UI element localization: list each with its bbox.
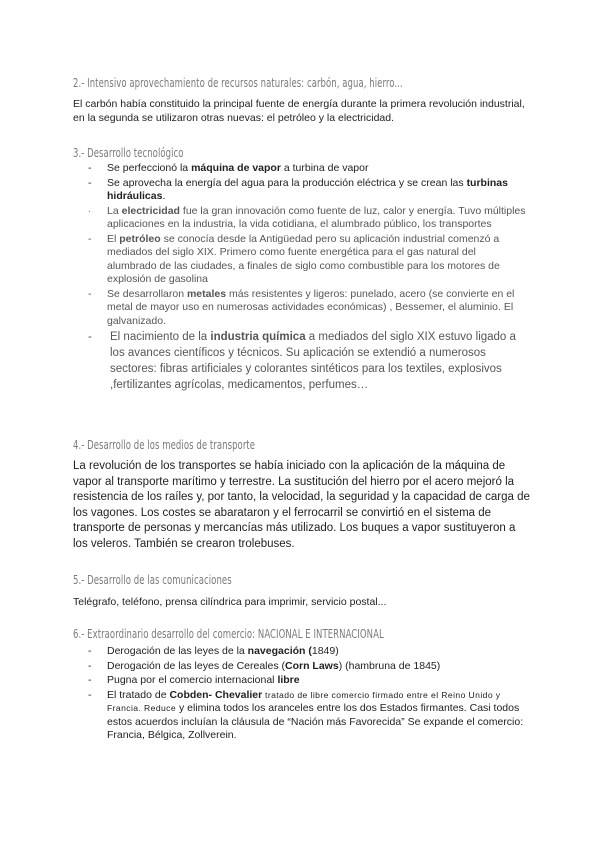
list-item: - El tratado de Cobden- Chevalier tratado de libre comercio firmado entre el Reino Unido y Francia. Reduce y elimina todos los aranceles entre los dos Estados firmantes. Casi todos estos acuerdos incluían la cláusula de “Nación más Favorecida” Se expande el comercio: Francia, Bélgica, Zollverein. [88, 688, 524, 741]
dash-bullet-icon: - [88, 659, 92, 672]
list-item: - Pugna por el comercio internacional libre [88, 674, 300, 686]
list-item: - El nacimiento de la industria química a mediados del siglo XIX estuvo ligado a los avances científicos y técnicos. Su aplicación se extendió a numerosos sectores: fibras artificiales y colorantes sintéticos para los textiles, explosivos ,fertilizantes agrícolas, medicamentos, perfumes… [88, 331, 516, 391]
section-5-text: Telégrafo, teléfono, prensa cilíndrica para imprimir, servicio postal... [73, 596, 387, 608]
dot-bullet-icon: · [88, 205, 91, 216]
dash-bullet-icon: - [88, 232, 92, 245]
section-2-text: El carbón había constituido la principal fuente de energía durante la primera revolución industrial, en la segunda se utilizaron otras nuevas: el petróleo y la electricidad. [73, 98, 525, 124]
dash-bullet-icon: - [88, 674, 92, 686]
dash-bullet-icon: - [88, 162, 92, 174]
dash-bullet-icon: - [88, 331, 92, 343]
list-item: - Derogación de las leyes de Cereales (Corn Laws) (hambruna de 1845) [88, 659, 441, 672]
dash-bullet-icon: - [88, 176, 92, 189]
list-item: - Se perfeccionó la máquina de vapor a turbina de vapor [88, 162, 369, 174]
section-2-heading: 2.- Intensivo aprovechamiento de recursos naturales: carbón, agua, hierro... [73, 75, 403, 90]
list-item: - Se aprovecha la energía del agua para la producción eléctrica y se crean las turbinas hidráulicas. [88, 176, 508, 202]
dash-bullet-icon: - [88, 287, 92, 300]
list-item: - El petróleo se conocía desde la Antigüedad pero su aplicación industrial comenzó a mediados del siglo XIX. Primero como fuente energética para el gas natural del alumbrado de las ciudades, a finales de siglo como combustible para los motores de explosión de gasolina [88, 232, 500, 285]
section-4-text: La revolución de los transportes se había iniciado con la aplicación de la máquina de vapor al transporte marítimo y terrestre. La sustitución del hierro por el acero mejoró la resistencia de los raíles y, por tanto, la velocidad, la seguridad y la capacidad de carga de los vagones. Los costes se abarataron y el ferrocarril se convirtió en el sistema de transporte de personas y mercancías más utilizado. Los buques a vapor sustituyeron a los veleros. También se crearon trolebuses. [73, 460, 530, 550]
section-3-list [88, 162, 528, 394]
section-4-heading: 4.- Desarrollo de los medios de transporte [73, 437, 256, 452]
section-5-heading: 5.- Desarrollo de las comunicaciones [73, 572, 232, 587]
dash-bullet-icon: - [88, 645, 92, 657]
list-item: - Derogación de las leyes de la navegación (1849) [88, 645, 339, 657]
dash-bullet-icon: - [88, 688, 92, 701]
section-6-heading: 6.- Extraordinario desarrollo del comercio: NACIONAL E INTERNACIONAL [73, 626, 384, 641]
section-6-list [88, 645, 528, 744]
list-item: - Se desarrollaron metales más resistentes y ligeros: punelado, acero (se convierte en el metal de mayor uso en numerosas actividades económicas) , Bessemer, el aluminio. El galvanizado. [88, 287, 515, 327]
section-3-heading: 3.- Desarrollo tecnológico [73, 145, 184, 160]
list-item: · La electricidad fue la gran innovación como fuente de luz, calor y energía. Tuvo múltiples aplicaciones en la industria, la vida cotidiana, el alumbrado público, los transportes [88, 204, 526, 230]
